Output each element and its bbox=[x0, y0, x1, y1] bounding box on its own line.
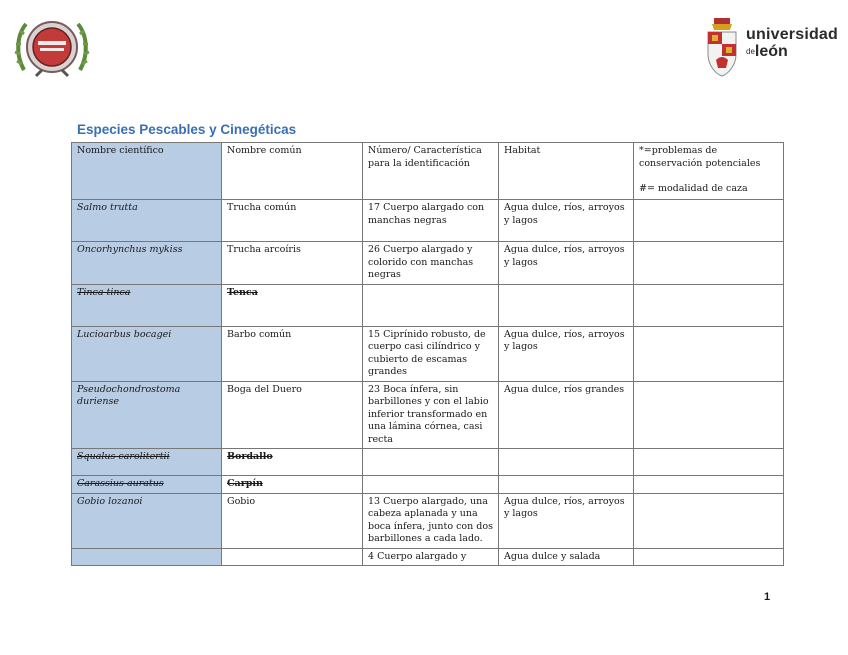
header-notes-line1: *=problemas de conservación potenciales bbox=[639, 145, 761, 169]
table-row bbox=[72, 449, 784, 476]
cell-sci-name: Gobio lozanoi bbox=[72, 493, 222, 548]
cell-identification: 15 Ciprínido robusto, de cuerpo casi cilíndrico y cubierto de escamas grandes bbox=[363, 326, 499, 381]
cell-habitat bbox=[499, 449, 634, 476]
header-notes-line2: #= modalidad de caza bbox=[639, 182, 748, 194]
cell-common-name bbox=[222, 548, 363, 566]
cell-notes bbox=[634, 476, 784, 494]
table-row bbox=[72, 493, 784, 548]
university-name-line2: león bbox=[754, 43, 788, 60]
cell-sci-name: Oncorhynchus mykiss bbox=[72, 242, 222, 285]
page-number: 1 bbox=[764, 591, 771, 603]
table-row bbox=[72, 242, 784, 285]
cell-identification: 26 Cuerpo alargado y colorido con manchas negras bbox=[363, 242, 499, 285]
cell-sci-name: Pseudochondrostoma duriense bbox=[72, 381, 222, 449]
header-notes bbox=[634, 143, 784, 200]
cell-common-name: Trucha arcoíris bbox=[222, 242, 363, 285]
cell-sci-name: Squalus carolitertii bbox=[72, 449, 222, 476]
cell-sci-name: Salmo trutta bbox=[72, 200, 222, 242]
cell-sci-name: Tinca tinca bbox=[72, 284, 222, 326]
cell-identification bbox=[363, 476, 499, 494]
cell-identification: 23 Boca ínfera, sin barbillones y con el labio inferior transformado en una lámina córnea, casi recta bbox=[363, 381, 499, 449]
cell-common-name: Boga del Duero bbox=[222, 381, 363, 449]
universidad-leon-logo bbox=[702, 16, 839, 82]
cell-notes bbox=[634, 326, 784, 381]
cell-sci-name: Lucioarbus bocagei bbox=[72, 326, 222, 381]
cell-notes bbox=[634, 548, 784, 566]
cell-identification: 13 Cuerpo alargado, una cabeza aplanada y una boca ínfera, junto con dos barbillones a cada lado. bbox=[363, 493, 499, 548]
university-name-line1: universidad bbox=[746, 26, 839, 43]
cell-notes bbox=[634, 242, 784, 285]
cell-habitat bbox=[499, 284, 634, 326]
cell-habitat: Agua dulce, ríos, arroyos y lagos bbox=[499, 200, 634, 242]
cell-common-name: Bordallo bbox=[222, 449, 363, 476]
header-nombre-comun: Nombre común bbox=[222, 143, 363, 200]
table-row bbox=[72, 381, 784, 449]
table-row bbox=[72, 476, 784, 494]
cell-common-name: Tenca bbox=[222, 284, 363, 326]
cell-notes bbox=[634, 200, 784, 242]
cell-sci-name bbox=[72, 548, 222, 566]
university-seal-icon bbox=[14, 12, 90, 84]
university-seal-logo bbox=[14, 12, 90, 84]
cell-identification: 4 Cuerpo alargado y bbox=[363, 548, 499, 566]
cell-common-name: Gobio bbox=[222, 493, 363, 548]
cell-notes bbox=[634, 493, 784, 548]
cell-habitat: Agua dulce, ríos, arroyos y lagos bbox=[499, 326, 634, 381]
cell-notes bbox=[634, 381, 784, 449]
cell-common-name: Barbo común bbox=[222, 326, 363, 381]
cell-sci-name: Carassius auratus bbox=[72, 476, 222, 494]
cell-identification: 17 Cuerpo alargado con manchas negras bbox=[363, 200, 499, 242]
cell-notes bbox=[634, 284, 784, 326]
table-header-row bbox=[72, 143, 784, 200]
table-row bbox=[72, 200, 784, 242]
cell-notes bbox=[634, 449, 784, 476]
header-nombre-cientifico: Nombre científico bbox=[72, 143, 222, 200]
header-habitat: Habitat bbox=[499, 143, 634, 200]
cell-habitat: Agua dulce y salada bbox=[499, 548, 634, 566]
cell-habitat bbox=[499, 476, 634, 494]
cell-habitat: Agua dulce, ríos grandes bbox=[499, 381, 634, 449]
cell-common-name: Carpín bbox=[222, 476, 363, 494]
university-name bbox=[746, 26, 838, 60]
document-title: Especies Pescables y Cinegéticas bbox=[77, 122, 297, 137]
species-table bbox=[71, 142, 784, 566]
table-row bbox=[72, 326, 784, 381]
cell-identification bbox=[363, 284, 499, 326]
university-name-de: de bbox=[746, 47, 755, 56]
cell-habitat: Agua dulce, ríos, arroyos y lagos bbox=[499, 242, 634, 285]
cell-identification bbox=[363, 449, 499, 476]
table-row bbox=[72, 284, 784, 326]
coat-of-arms-icon bbox=[702, 16, 742, 80]
cell-common-name: Trucha común bbox=[222, 200, 363, 242]
header-identificacion: Número/ Característica para la identificación bbox=[363, 143, 499, 200]
cell-habitat: Agua dulce, ríos, arroyos y lagos bbox=[499, 493, 634, 548]
table-row bbox=[72, 548, 784, 566]
